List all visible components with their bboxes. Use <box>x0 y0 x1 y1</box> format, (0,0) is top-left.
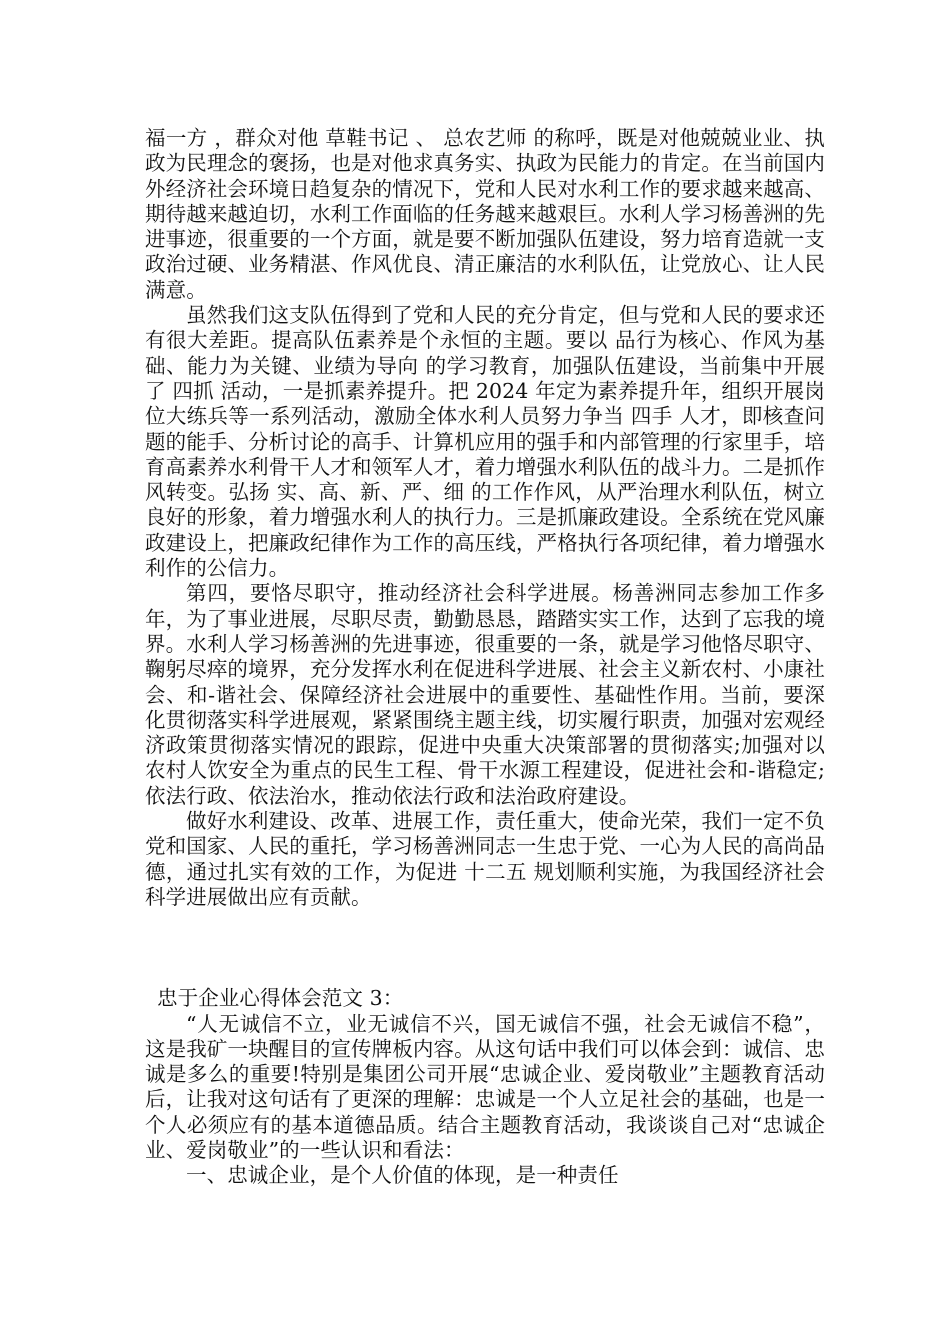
paragraph-integrity-quote: “人无诚信不立，业无诚信不兴，国无诚信不强，社会无诚信不稳”，这是我矿一块醒目的宣传牌板内容。从这句话中我们可以体会到：诚信、忠诚是多么的重要!特别是集团公司开展“忠诚企业、爱岗敬业”主题教育活动后，让我对这句话有了更深的理解：忠诚是一个人立足社会的基础，也是一个人必须应有的基本道德品质。结合主题教育活动，我谈谈自己对“忠诚企业、爱岗敬业”的一些认识和看法： <box>145 1011 825 1162</box>
paragraph-team-building: 虽然我们这支队伍得到了党和人民的充分肯定，但与党和人民的要求还有很大差距。提高队伍素养是个永恒的主题。要以 品行为核心、作风为基础、能力为关键、业绩为导向 的学习教育，加强队伍建设，当前集中开展了 四抓 活动，一是抓素养提升。把 2024 年定为素养提升年，组织开展岗位大练兵等一系列活动，激励全体水利人员努力争当 四手 人才，即核查问题的能手、分析讨论的高手、计算机应用的强手和内部管理的行家里手，培育高素养水利骨干人才和领军人才，着力增强水利队伍的战斗力。二是抓作风转变。弘扬 实、高、新、严、细 的工作作风，从严治理水利队伍，树立良好的形象，着力增强水利人的执行力。三是抓廉政建设。全系统在党风廉政建设上，把廉政纪律作为工作的高压线，严格执行各项纪律，着力增强水利作的公信力。 <box>145 303 825 581</box>
paragraph-subheading-loyalty: 一、忠诚企业，是个人价值的体现，是一种责任 <box>186 1163 619 1188</box>
section-heading: 忠于企业心得体会范文 3： <box>157 986 404 1011</box>
paragraph-continuation: 福一方 ，群众对他 草鞋书记 、 总农艺师 的称呼，既是对他兢兢业业、执政为民理念的褒扬，也是对他求真务实、执政为民能力的肯定。在当前国内外经济社会环境日趋复杂的情况下，党和人民对水利工作的要求越来越高、期待越来越迫切，水利工作面临的任务越来越艰巨。水利人学习杨善洲的先进事迹，很重要的一个方面，就是要不断加强队伍建设，努力培育造就一支政治过硬、业务精湛、作风优良、清正廉洁的水利队伍，让党放心、让人民满意。 <box>145 126 825 302</box>
section-spacer <box>145 910 825 986</box>
document-page <box>145 126 825 1189</box>
paragraph-fourth-point: 第四，要恪尽职守，推动经济社会科学进展。杨善洲同志参加工作多年，为了事业进展，尽职尽责，勤勤恳恳，踏踏实实工作，达到了忘我的境界。水利人学习杨善洲的先进事迹，很重要的一条，就是学习他恪尽职守、鞠躬尽瘁的境界，充分发挥水利在促进科学进展、社会主义新农村、小康社会、和-谐社会、保障经济社会进展中的重要性、基础性作用。当前，要深化贯彻落实科学进展观，紧紧围绕主题主线，切实履行职责，加强对宏观经济政策贯彻落实情况的跟踪，促进中央重大决策部署的贯彻落实;加强对以农村人饮安全为重点的民生工程、骨干水源工程建设，促进社会和-谐稳定;依法行政、依法治水，推动依法行政和法治政府建设。 <box>145 581 825 808</box>
paragraph-conclusion: 做好水利建设、改革、进展工作，责任重大，使命光荣，我们一定不负党和国家、人民的重托，学习杨善洲同志一生忠于党、一心为人民的高尚品德，通过扎实有效的工作，为促进 十二五 规划顺利实施，为我国经济社会科学进展做出应有贡献。 <box>145 809 825 909</box>
